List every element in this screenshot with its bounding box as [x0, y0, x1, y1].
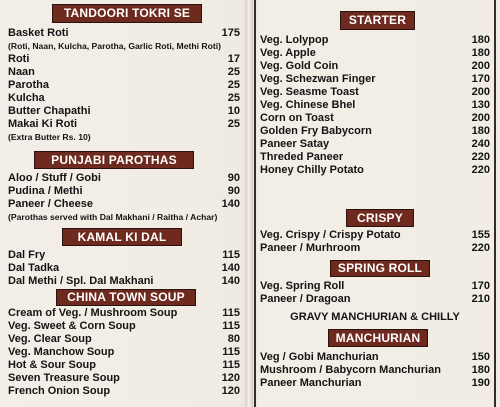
menu-item-price: 90: [227, 172, 240, 184]
dal-heading: KAMAL KI DAL: [62, 228, 182, 246]
spring-heading: SPRING ROLL: [330, 260, 430, 277]
menu-item: [256, 99, 494, 112]
spring-list: [256, 280, 494, 306]
menu-item-name: Dal Methi / Spl. Dal Makhani: [8, 275, 154, 287]
menu-item-name: Pudina / Methi: [8, 185, 83, 197]
crispy-heading: CRISPY: [346, 209, 414, 227]
menu-item-price: 90: [227, 185, 240, 197]
manchurian-list: [256, 351, 494, 390]
menu-item-price: 175: [221, 27, 240, 39]
menu-item-price: 220: [471, 151, 490, 163]
menu-item: [256, 125, 494, 138]
menu-item-name: Corn on Toast: [260, 112, 334, 124]
menu-item: [256, 229, 494, 242]
menu-item: [4, 211, 244, 224]
menu-item-name: Butter Chapathi: [8, 105, 91, 117]
menu-item-price: 220: [471, 164, 490, 176]
menu-item-name: Veg. Schezwan Finger: [260, 73, 376, 85]
menu-item: [4, 131, 244, 144]
menu-item: [256, 138, 494, 151]
menu-item-price: 150: [471, 351, 490, 363]
left-column: [4, 0, 244, 407]
menu-item-name: Paneer / Cheese: [8, 198, 93, 210]
menu-item: [4, 333, 244, 346]
menu-item-name: (Roti, Naan, Kulcha, Parotha, Garlic Roti, Methi Roti): [8, 41, 221, 51]
menu-item-price: 210: [471, 293, 490, 305]
menu-item-name: (Parothas served with Dal Makhani / Raitha / Achar): [8, 212, 218, 222]
menu-item-price: 115: [222, 359, 240, 371]
menu-item-name: Veg. Spring Roll: [260, 280, 345, 292]
menu-item-name: Seven Treasure Soup: [8, 372, 120, 384]
menu-item: [4, 27, 244, 40]
menu-item-name: Veg. Crispy / Crispy Potato: [260, 229, 401, 241]
menu-item: [256, 34, 494, 47]
menu-item-name: Veg. Chinese Bhel: [260, 99, 356, 111]
menu-item-name: Naan: [8, 66, 35, 78]
menu-item: [256, 377, 494, 390]
menu-item: [4, 275, 244, 288]
menu-item-price: 25: [227, 66, 240, 78]
soup-list: [4, 307, 244, 398]
menu-item-name: Dal Fry: [8, 249, 46, 261]
menu-item: [4, 79, 244, 92]
menu-item-price: 25: [227, 118, 240, 130]
starter-list: [256, 34, 494, 177]
menu-item-name: Basket Roti: [8, 27, 69, 39]
menu-item-price: 240: [471, 138, 490, 150]
menu-item-name: Aloo / Stuff / Gobi: [8, 172, 101, 184]
dal-list: [4, 249, 244, 288]
menu-item-price: 140: [221, 198, 240, 210]
menu-item: [4, 372, 244, 385]
menu-item-price: 25: [227, 79, 240, 91]
menu-item: [4, 172, 244, 185]
menu-item-price: 25: [227, 92, 240, 104]
menu-item-name: Paneer / Murhroom: [260, 242, 361, 254]
menu-item: [4, 66, 244, 79]
menu-item-name: Honey Chilly Potato: [260, 164, 364, 176]
menu-item-price: 180: [471, 47, 490, 59]
menu-item-name: Threded Paneer: [260, 151, 344, 163]
menu-item-price: 190: [471, 377, 490, 389]
menu-item-price: 140: [221, 262, 240, 274]
menu-item-name: (Extra Butter Rs. 10): [8, 132, 91, 142]
menu-item: [256, 351, 494, 364]
menu-item: [4, 385, 244, 398]
menu-item-price: 170: [471, 73, 490, 85]
menu-item-name: Paneer / Dragoan: [260, 293, 351, 305]
menu-item-price: 120: [221, 385, 240, 397]
menu-item-name: Paneer Satay: [260, 138, 330, 150]
menu-item: [256, 164, 494, 177]
menu-item: [256, 73, 494, 86]
menu-item: [256, 112, 494, 125]
menu-item-price: 170: [471, 280, 490, 292]
punjabi-list: [4, 172, 244, 224]
menu-item-name: Veg. Manchow Soup: [8, 346, 115, 358]
page-spine: [245, 0, 253, 407]
menu-item-price: 80: [227, 333, 240, 345]
menu-item-name: Veg. Clear Soup: [8, 333, 92, 345]
menu-item: [4, 118, 244, 131]
menu-item-name: French Onion Soup: [8, 385, 111, 397]
menu-item: [256, 293, 494, 306]
menu-item-name: Parotha: [8, 79, 49, 91]
menu-item-price: 220: [471, 242, 490, 254]
menu-item: [4, 262, 244, 275]
menu-item: [256, 242, 494, 255]
menu-item-name: Kulcha: [8, 92, 45, 104]
menu-item-name: Veg / Gobi Manchurian: [260, 351, 379, 363]
menu-item-price: 180: [471, 364, 490, 376]
menu-item-name: Veg. Sweet & Corn Soup: [8, 320, 136, 332]
starter-heading: STARTER: [340, 11, 415, 30]
menu-item: [4, 185, 244, 198]
menu-item: [256, 151, 494, 164]
menu-item-price: 200: [471, 112, 490, 124]
menu-item-price: 115: [222, 320, 240, 332]
menu-item-name: Mushroom / Babycorn Manchurian: [260, 364, 441, 376]
punjabi-heading: PUNJABI PAROTHAS: [34, 151, 194, 169]
menu-item-price: 115: [222, 307, 240, 319]
menu-item-price: 10: [227, 105, 240, 117]
menu-item: [256, 280, 494, 293]
menu-item: [4, 346, 244, 359]
menu-item-name: Veg. Lolypop: [260, 34, 329, 46]
menu-item: [4, 359, 244, 372]
menu-item: [4, 105, 244, 118]
soup-heading: CHINA TOWN SOUP: [56, 289, 196, 306]
gravy-heading: GRAVY MANCHURIAN & CHILLY: [290, 311, 460, 323]
tandoori-heading: TANDOORI TOKRI SE: [52, 4, 202, 23]
menu-item: [4, 320, 244, 333]
menu-item: [4, 307, 244, 320]
manchurian-heading: MANCHURIAN: [328, 329, 428, 347]
menu-item-name: Veg. Apple: [260, 47, 316, 59]
menu-item: [256, 86, 494, 99]
crispy-list: [256, 229, 494, 255]
menu-item: [4, 92, 244, 105]
menu-item-name: Hot & Sour Soup: [8, 359, 96, 371]
menu-item-price: 180: [471, 34, 490, 46]
right-column: [254, 0, 496, 407]
menu-item-price: 140: [221, 275, 240, 287]
menu-item-price: 155: [471, 229, 490, 241]
menu-item-name: Roti: [8, 53, 30, 65]
menu-item: [256, 364, 494, 377]
menu-item-name: Cream of Veg. / Mushroom Soup: [8, 307, 178, 319]
menu-item-price: 115: [222, 346, 240, 358]
menu-item-name: Veg. Gold Coin: [260, 60, 339, 72]
menu-item: [4, 198, 244, 211]
menu-item-name: Golden Fry Babycorn: [260, 125, 372, 137]
menu-item-price: 17: [227, 53, 240, 65]
tandoori-list: [4, 27, 244, 144]
menu-item-name: Paneer Manchurian: [260, 377, 362, 389]
menu-item-name: Veg. Seasme Toast: [260, 86, 359, 98]
menu-item: [256, 47, 494, 60]
menu-item-price: 200: [471, 86, 490, 98]
menu-item-price: 115: [222, 249, 240, 261]
menu-item-name: Dal Tadka: [8, 262, 60, 274]
menu-item-price: 130: [471, 99, 490, 111]
menu-item-price: 180: [471, 125, 490, 137]
menu-item: [256, 60, 494, 73]
menu-item: [4, 40, 244, 53]
menu-item: [4, 249, 244, 262]
menu-item-price: 200: [471, 60, 490, 72]
menu-item-price: 120: [221, 372, 240, 384]
menu-item: [4, 53, 244, 66]
menu-item-name: Makai Ki Roti: [8, 118, 78, 130]
